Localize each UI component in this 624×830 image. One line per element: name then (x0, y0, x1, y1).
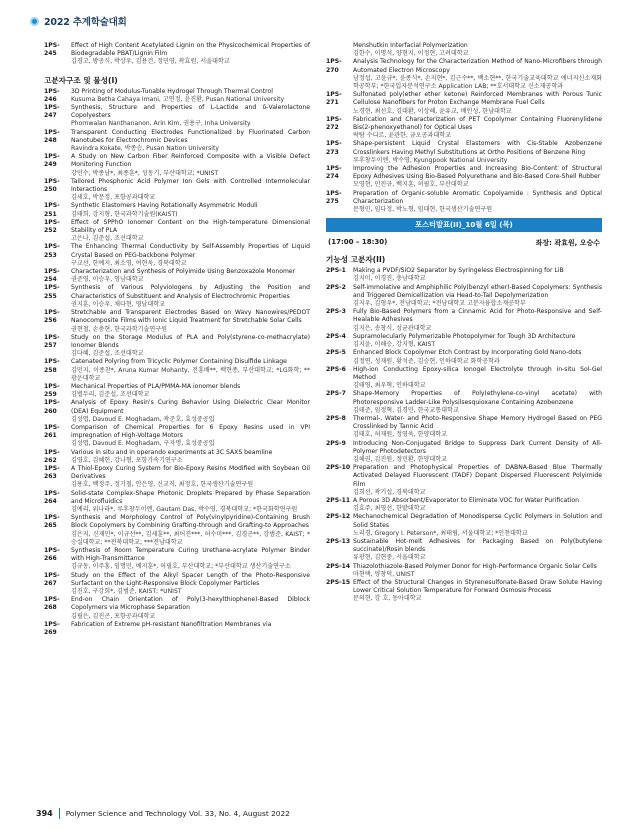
entry-authors: 노리경, Gregory I. Peterson*, 최태림, 서울대학교; *인천대학교 (353, 529, 528, 537)
entry-authors: 김희선, 곽기섭, 경북대학교 (353, 488, 426, 496)
continued-entry (326, 42, 602, 58)
abstract-entry (44, 547, 310, 572)
abstract-entry (326, 497, 602, 513)
entry-authors: 구교선, 한예지, 최소영, 여현욱, 경북대학교 (71, 259, 187, 267)
abstract-entry (326, 563, 602, 579)
entry-title: The Enhancing Thermal Conductivity by Self-Assembly Properties of Liquid Crystal Based on PEG-backbone Polymer (71, 243, 310, 259)
entry-authors: 김지은, 송창식, 성균관대학교 (353, 324, 432, 332)
entry-authors: 모영현, 민진규, 백지훈, 허필호, 부산대학교 (353, 181, 469, 189)
abstract-entry (44, 268, 310, 284)
entry-code: 1PS-267 (44, 571, 60, 587)
entry-code: 1PS-274 (326, 165, 342, 181)
abstract-entry (326, 165, 602, 190)
entry-authors: 김태영, 최우혁, 인하대학교 (353, 382, 426, 390)
entry-code: 1PS-255 (44, 284, 60, 300)
page-header (30, 13, 127, 29)
entry-title: Fabrication of Extreme pH-resistant Nanofiltration Membranes via (71, 620, 272, 628)
entry-title: Thiazolothiazole-Based Polymer Donor for High-Performance Organic Solar Cells (353, 562, 597, 570)
entry-code: 1PS-271 (326, 91, 342, 107)
right-entry-list (326, 58, 602, 214)
entry-authors: 남정섭, 고윤규*, 윤종식*, 손지현*, 김근수**, 백소현**, 한국기술교육대학교 에너지신소재화학공학부; *한국입자분석연구소 Application LAB; **호서대학교 신소재공학과 (353, 74, 602, 91)
entry-authors: 김성엽, Davoud E. Moghadam, 구자명, 효성중공업 (71, 440, 215, 448)
entry-title: Menshutkin Interfacial Polymerization (353, 42, 468, 49)
entry-title: Study on the Effect of the Alkyl Spacer Length of the Photo-Responsive Surfactant on the Light-Responsive Block Copolymer Particles (71, 571, 310, 587)
entry-code: 2PS-13 (326, 537, 351, 545)
poster-time: (17:00 – 18:30) (328, 238, 388, 247)
abstract-entry (44, 424, 310, 449)
abstract-entry (44, 309, 310, 334)
abstract-entry (44, 243, 310, 268)
entry-title: Self-immolative and Amphiphilic Poly(benzyl ether)-Based Copolymers: Synthesis and Triggered Demicellization via Head-to-Tail Depolymerization (353, 283, 602, 299)
entry-authors: Phornwalan Nanthananon, Arin Kim, 권용구, Inha University (71, 120, 251, 128)
circle-bullet-icon (30, 17, 39, 26)
entry-code: 1PS-257 (44, 333, 60, 349)
left-entry-list (44, 88, 310, 638)
entry-code: 1PS-272 (326, 115, 342, 132)
entry-authors: 권현철, 손충현, 한국과학기술연구원 (71, 325, 168, 333)
entry-title: Mechanochemical Degradation of Monodisperse Cyclic Polymers in Solution and Solid States (353, 513, 602, 529)
footer-divider (59, 808, 60, 819)
entry-authors: 권지훈, 이승우, 채다현, 영남대학교 (71, 300, 166, 308)
entry-title: Sustainable Hot-melt Adhesives for Packaging Based on Poly(butylene succinate)/Rosin blends (353, 537, 602, 554)
entry-code: 1PS-249 (44, 153, 60, 169)
abstract-entry (326, 140, 602, 165)
entry-title: A Porous 3D Absorbent/Evaporator to Eliminate VOC for Water Purification (353, 496, 579, 504)
entry-code: 2PS-4 (326, 332, 346, 340)
entry-code: 1PS-268 (44, 596, 60, 612)
entry-title: Characterization and Synthesis of Polyimide Using Benzoxazole Monomer (71, 268, 296, 276)
abstract-entry (326, 513, 602, 538)
abstract-entry (44, 399, 310, 424)
entry-authors: 김지미, 이경진, 충남대학교 (353, 275, 426, 283)
right-column (326, 42, 602, 604)
entry-authors: 김경고, 방공식, 박상우, 김용건, 정민영, 곽효원, 서울대학교 (71, 58, 230, 66)
entry-title: Sulfonated poly(ether ether ketone) Reinforced Membranes with Porous Tunic Cellulose Nanofibers for Proton Exchange Membrane Fuel Cells (353, 91, 602, 107)
entry-authors: 문형민, 임다정, 박노형, 임대현, 한국생산기술연구원 (353, 206, 493, 214)
conference-title: 2022 추계학술대회 (44, 17, 127, 28)
entry-title: Effect of High Content Acetylated Lignin on the Physicochemical Properties of Biodegradable PBAT/Lignin Film (71, 42, 310, 58)
entry-authors: 김성엽, Davoud E. Moghadam, 곽준호, 효성중공업 (71, 415, 215, 423)
entry-authors: 루후창두이엔, 박수영, Kyungpook National University (353, 156, 508, 164)
entry-authors: Kusuma Betha Cahaya Imani, 고연정, 윤진환, Pusan National University (71, 95, 285, 103)
abstract-entry (326, 267, 602, 283)
abstract-entry (44, 129, 310, 154)
abstract-entry (44, 514, 310, 547)
entry-code: 1PS-248 (44, 128, 60, 144)
abstract-entry (326, 464, 602, 497)
entry-code: 2PS-1 (326, 267, 346, 275)
entry-authors: 김해권, 김진원, 정민환, 한양대학교 (353, 455, 448, 463)
entry-code: 2PS-12 (326, 513, 351, 521)
entry-authors: 김용호, 백정주, 정기철, 안은영, 신교직, 최정호, 한국생산기술연구원 (71, 481, 254, 489)
abstract-entry (326, 390, 602, 415)
entry-code: 2PS-3 (326, 308, 346, 316)
entry-code: 1PS-252 (44, 218, 60, 235)
entry-authors: 김영호, 김혜헌, 강나형, 포항가속기연구소 (71, 456, 183, 464)
entry-code: 2PS-14 (326, 562, 351, 570)
abstract-entry (326, 284, 602, 309)
abstract-entry (326, 333, 602, 349)
abstract-entry (44, 358, 310, 383)
entry-authors: 김진호, 구강희*, 김범준, KAIST; *UNIST (71, 588, 182, 595)
entry-code: 1PS-266 (44, 546, 60, 563)
entry-authors: 권준영, 이승우, 영남대학교 (71, 276, 144, 284)
left-column (44, 42, 310, 637)
abstract-entry (44, 88, 310, 104)
abstract-entry (326, 579, 602, 604)
entry-title: Study on the Storage Modulus of PLA and Poly(styrene-co-methacrylate) Ionomer Blends (71, 333, 310, 349)
entry-code: 1PS-264 (44, 489, 60, 505)
entry-title: Shape-Memory Properties of Poly(ethylene-co-vinyl acetate) with Photoresponsive Ladder-Like Polysilsesquioxane Containing Azobenzene (353, 390, 602, 406)
entry-title: Synthetic Elastomers Having Rotationally Asymmetric Moduli (71, 202, 258, 210)
entry-code: 2PS-11 (326, 496, 351, 504)
entry-title: Preparation and Photophysical Properties of DABNA-Based Blue Thermally Activated Delayed Fluorescent (TADF) Dopant Dispersed Fluorescent Polyimide Film (353, 464, 602, 488)
entry-code: 1PS-259 (44, 382, 60, 399)
entry-code: 1PS-265 (44, 514, 60, 530)
entry-authors: 김지윤, 이해승, 강지형, KAIST (353, 341, 436, 349)
entry-title: Synthesis, Structure and Properties of L-Lactide and δ-Valerolactone Copolyesters (71, 104, 310, 120)
entry-authors: 김은지, 신재민*, 이규선**, 김세훈**, 최어진***, 허수미***, 김경곤**, 강범준, KAIST; *승실대학교; **전북대학교; ***전남대학교 (71, 530, 310, 546)
poster-chair: 좌장: 곽효원, 오승수 (535, 239, 600, 248)
entry-title: Fully Bio-Based Polymers from a Cinnamic Acid for Photo-Responsive and Self-Healable Adhesives (353, 308, 602, 324)
entry-code: 2PS-7 (326, 390, 346, 398)
abstract-entry (326, 116, 602, 141)
page-number: 394 (36, 809, 53, 818)
entry-authors: 노경현, 최선호, 김대환, 이상혜, 윤유교, 배인성, 한남대학교 (353, 107, 512, 115)
entry-code: 1PS-250 (44, 177, 60, 194)
entry-code: 1PS-262 (44, 448, 60, 464)
entry-title: Catenated Polyring from Tricyclic Polymer Containing Disulfide Linkage (71, 358, 287, 366)
abstract-entry (326, 349, 602, 365)
entry-title: Shape-persistent Liquid Crystal Elastomers with Cis-Stable Azobenzene Crosslinkers Having Methyl Substitutions at Ortho Positions of Benzene Ring (353, 140, 602, 156)
entry-title: Analysis Technology for the Characterization Method of Nano-Microfibers through Automated Electron Microscopy (353, 58, 602, 74)
entry-title: 3D Printing of Modulus-Tunable Hydrogel Through Thermal Control (71, 87, 273, 95)
entry-code: 1PS-260 (44, 399, 60, 415)
abstract-entry (326, 440, 602, 465)
entry-code: 1PS-263 (44, 464, 60, 481)
entry-code: 2PS-5 (326, 349, 346, 357)
entry-title: Improving the Adhesion Properties and Increasing Bio-Content of Structural Epoxy Adhesives Using Bio-Based Polyurethane and Bio-Based Core-Shell Rubber (353, 165, 602, 181)
entry-authors: 김규동, 이주홍, 임명민, 배지훈*, 허필호, 부산대학교; *부산대학교 생산기술연구소 (71, 563, 291, 571)
entry-authors: 김민지, 이종찬*, Aruna Kumar Mohanty, 전흥배**, 백현종, 부산대학교; *LG화학; **광운대학교 (71, 366, 310, 382)
abstract-entry (44, 104, 310, 129)
entry-authors: Ravindra Kokate, 박종승, Pusan Nation University (71, 145, 219, 153)
entry-authors: 김태희, 강지형, 한국과학기술원(KAIST) (71, 210, 178, 218)
abstract-entry (326, 91, 602, 116)
entry-authors: 김별두리, 김준섭, 조선대학교 (71, 391, 150, 399)
entry-code: 1PS-246 (44, 87, 60, 103)
entry-code: 1PS-269 (44, 620, 60, 637)
abstract-entry (326, 366, 602, 391)
entry-title: Making a PVDF/SiO2 Separator by Syringeless Electrospinning for LiB (353, 267, 564, 275)
entry-code: 1PS-258 (44, 358, 60, 374)
entry-code: 1PS-256 (44, 309, 60, 325)
entry-title: Introducing Non-Conjugated Bridge to Suppress Dark Current Density of All-Polymer Photodetectors (353, 439, 602, 455)
entry-code: 2PS-8 (326, 414, 346, 422)
entry-code: 1PS-275 (326, 189, 342, 205)
poster-session-meta (328, 238, 600, 248)
entry-title: Effect of SPPhO Ionomer Content on the High-temperature Dimensional Stability of PLA (71, 218, 310, 235)
journal-citation: Polymer Science and Technology Vol. 33, No. 4, August 2022 (65, 809, 290, 818)
abstract-entry (44, 42, 310, 67)
entry-code: 2PS-10 (326, 464, 351, 472)
entry-authors: 김태호, 허재원, 정영욱, 한양대학교 (353, 431, 448, 439)
entry-code: 1PS-270 (326, 58, 342, 74)
entry-code: 1PS-261 (44, 423, 60, 440)
entry-code: 1PS-251 (44, 202, 60, 218)
entry-authors: 문의현, 강 호, 동아대학교 (353, 595, 422, 603)
entry-title: Comparison of Chemical Properties for 6 Epoxy Resins used in VPI impregnation of High-Voltage Motors (71, 423, 310, 440)
entry-title: High-ion Conducting Epoxy-silica Ionogel Electrolyte through in-situ Sol-Gel Method (353, 365, 602, 381)
entry-title: Solid-state Complex-Shape Photonic Droplets Prepared by Phase Separation and Microfluidics (71, 489, 310, 505)
entry-authors: 락탐 수디르, 윤관한, 금오공과대학교 (353, 132, 451, 140)
entry-authors: 김태준, 임정혁, 김경민, 한국교통대학교 (353, 406, 459, 414)
entry-code: 1PS-254 (44, 268, 60, 284)
entry-code: 1PS-247 (44, 104, 60, 120)
entry-code: 1PS-245 (44, 42, 60, 58)
entry-code: 2PS-9 (326, 439, 346, 447)
entry-title: Synthesis and Morphology Control of Poly(vinylpyridine)-Containing Brush Block Copolymers by Combining Grafting-through and Grafting-to Approaches (71, 514, 310, 530)
entry-title: Synthesis of Room Temperature Curing Urethane-acrylate Polymer Binder with High-Transmittance (71, 546, 310, 563)
entry-code: 2PS-6 (326, 365, 346, 373)
abstract-entry (44, 153, 310, 178)
abstract-entry (44, 219, 310, 244)
section-title-functional: 기능성 고분자(II) (326, 255, 386, 265)
entry-code: 2PS-2 (326, 283, 346, 291)
entry-authors: 김필은, 김진곤, 포항공과대학교 (71, 612, 156, 620)
entry-authors: 강민수, 박종남*, 최종훈*, 성동기, 부산대학교; *UNIST (71, 169, 219, 177)
abstract-entry (44, 383, 310, 399)
abstract-entry (326, 308, 602, 333)
entry-title: A Thiol-Epoxy Curing System for Bio-Epoxy Resins Modified with Soybean Oil Derivatives (71, 464, 310, 481)
abstract-entry (44, 465, 310, 490)
entry-authors: 김지우, 김형우*, 전남대학교; *전남대학교 고분자융합소재공학부 (353, 300, 526, 308)
entry-title: End-on Chain Orientation of Poly(3-hexylthiophene)-Based Diblock Copolymers via Microphase Separation (71, 596, 310, 612)
entry-authors: 류광현, 김현중, 서울대학교 (353, 554, 426, 562)
entry-title: Various in situ and in operando experiments at 3C SAXS beamline (71, 448, 273, 456)
section-title-structure: 고분자구조 및 물성(I) (44, 75, 118, 85)
entry-authors: 김예리, 위나라*, 루후창두이엔, Gautam Das, 박수영, 경북대학교; *한국화학연구원 (71, 505, 298, 513)
entry-authors: 김정연, 성재원, 황석준, 김승현, 인하대학교 화학공학과 (353, 357, 500, 365)
entry-code: 1PS-253 (44, 243, 60, 259)
left-top-entries (44, 42, 310, 67)
entry-title: Analysis of Epoxy Resin's Curing Behavior Using Dielectric Clear Monitor (DEA) Equipment (71, 399, 310, 415)
entry-title: Synthesis of Various Polyviologens by Adjusting the Position and Characteristics of Substituent and Analysis of Electrochromic Properties (71, 284, 310, 300)
entry-authors: 고은나, 김준섭, 조선대학교 (71, 235, 144, 243)
entry-title: Preparation of Organic-soluble Aromatic Copolyamide : Synthesis and Optical Characterization (353, 189, 602, 205)
entry-authors: 마현택, 양창덕, UNIST (353, 570, 415, 578)
page-footer (36, 808, 290, 819)
abstract-entry (44, 449, 310, 465)
entry-title: Thermal-, Water- and Photo-Responsive Shape Memory Hydrogel Based on PEG Crosslinked by Tannic Acid (353, 414, 602, 431)
abstract-entry (44, 178, 310, 203)
abstract-entry (44, 284, 310, 309)
entry-title: A Study on New Carbon Fiber Reinforced Composite with a Visible Defect Monitoring Function (71, 153, 310, 169)
entry-authors: 김효주, 최영선, 한밭대학교 (353, 505, 426, 513)
entry-title: Stretchable and Transparent Electrodes Based on Wavy Nanowires/PEDOT Nanocomposite Films with Ionic Liquid Treatment for Stretchable Solar Cells (71, 309, 310, 325)
entry-title: Tailored Phosphonic Acid Polymer Ion Gels with Controlled Intermolecular Interactions (71, 177, 310, 194)
entry-title: Mechanical Properties of PLA/PMMA-MA ionomer blends (71, 382, 241, 390)
abstract-entry (326, 415, 602, 440)
entry-title: Transparent Conducting Electrodes Functionalized by Fluorinated Carbon Nanotubes for Electrochromic Devices (71, 128, 310, 144)
entry-authors: 김다혜, 김준섭, 조선대학교 (71, 350, 144, 358)
entry-title: Supramolecularly Polymerizable Photopolymer for Tough 3D Architecture (353, 332, 576, 340)
right-entry-list-2 (326, 267, 602, 603)
abstract-entry (44, 621, 310, 637)
abstract-entry (44, 202, 310, 218)
poster-session-banner: 포스터발표(II)_10월 6일 (목) (326, 218, 602, 232)
entry-authors: 김세호, 박문정, 포항공과대학교 (71, 194, 156, 202)
abstract-entry (326, 58, 602, 91)
entry-code: 2PS-15 (326, 578, 351, 586)
abstract-entry (326, 538, 602, 563)
abstract-entry (44, 490, 310, 515)
entry-authors: 김한수, 이명석, 양현지, 이정현, 고려대학교 (353, 50, 469, 58)
entry-title: Enhanced Block Copolymer Etch Contrast by Incorporating Gold Nano-dots (353, 349, 582, 357)
abstract-entry (326, 190, 602, 215)
entry-code: 1PS-273 (326, 140, 342, 156)
abstract-entry (44, 596, 310, 621)
abstract-entry (44, 334, 310, 359)
entry-title: Effect of the Structural Changes in Styrenesulfonate-Based Draw Solute Having Lower Critical Solution Temperature for Forward Osmosis Process (353, 578, 602, 595)
abstract-entry (44, 572, 310, 597)
entry-title: Fabrication and Characterization of PET Copolymer Containing Fluorenylidene Bis(2-phenoxyethanol) for Optical Uses (353, 115, 602, 132)
